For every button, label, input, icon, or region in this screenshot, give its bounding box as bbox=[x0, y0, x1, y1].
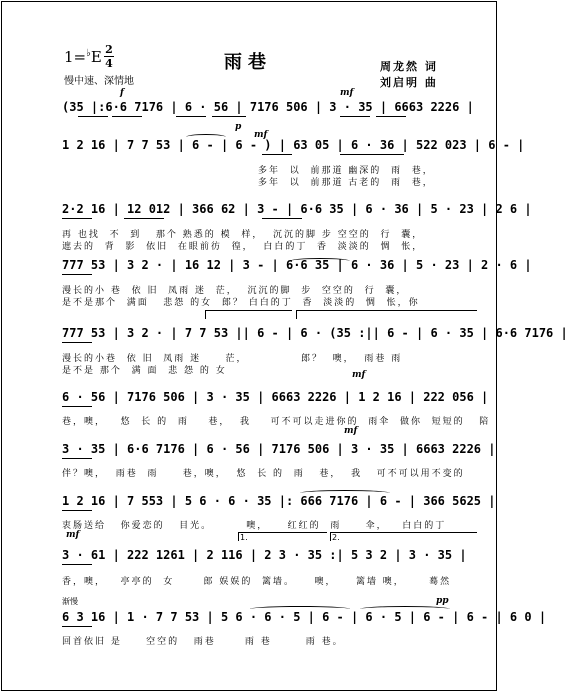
notation-row-8: 1 2 16 | 7 553 | 5 6 · 6 · 35 |: 666 7176 | 6 - | 366 5625 | bbox=[62, 494, 496, 508]
beam-line bbox=[212, 116, 246, 117]
beam-line bbox=[112, 116, 142, 117]
beam-line bbox=[62, 342, 92, 343]
notation-row-9: 3 · 61 | 222 1261 | 2 116 | 2 3 · 35 :| 5 3 2 | 3 · 35 | bbox=[62, 548, 467, 562]
dynamic-mark: mf bbox=[340, 88, 354, 98]
beam-line bbox=[78, 116, 108, 117]
beam-line bbox=[262, 218, 302, 219]
notation-row-4: 777 53 | 3 2 · | 16 12 | 3 - | 6·6 35 | 6 · 36 | 5 · 23 | 2 · 6 | bbox=[62, 258, 532, 272]
beam-line bbox=[340, 116, 370, 117]
dynamic-mark: mf bbox=[66, 530, 80, 540]
volta-bracket bbox=[238, 532, 327, 541]
lyric-line: 衷肠送给 你爱恋的 目光。 噢， 红红的 雨 伞， 白白的丁 bbox=[62, 521, 447, 531]
lyric-line: 多年 以 前那道 古老的 雨 巷， bbox=[258, 178, 434, 188]
beam-line bbox=[376, 116, 406, 117]
volta-bracket bbox=[330, 532, 477, 541]
lyricist-credit: 周龙然 词 bbox=[380, 60, 438, 73]
beam-line bbox=[62, 274, 92, 275]
lyric-line: 遮去的 背 影 依旧 在眼前彷 徨， 白白的丁 香 淡淡的 惆 怅， bbox=[62, 242, 424, 252]
beam-line bbox=[124, 218, 164, 219]
key-signature: 1=♭E bbox=[64, 48, 102, 66]
notation-row-2: 1 2 16 | 7 7 53 | 6 - | 6 - ) | 63 05 | 6 · 36 | 522 023 | 6 - | bbox=[62, 138, 525, 152]
ritardando-label: 渐慢 bbox=[62, 597, 78, 606]
beam-line bbox=[62, 510, 92, 511]
lyric-line: 巷，噢， 悠 长 的 雨 巷， 我 可不可以走进你的 雨伞 做你 短短的 陪 bbox=[62, 417, 491, 427]
lyric-line: 是不是 那个 满 面 悲 怨 的 女 bbox=[62, 366, 227, 376]
dynamic-mark: p bbox=[235, 122, 242, 132]
notation-row-7: 3 · 35 | 6·6 7176 | 6 · 56 | 7176 506 | 3 · 35 | 6663 2226 | bbox=[62, 442, 496, 456]
beam-line bbox=[62, 458, 92, 459]
lyric-line: 多年 以 前那道 幽深的 雨 巷， bbox=[258, 166, 434, 176]
dynamic-mark: f bbox=[120, 88, 124, 98]
dynamic-mark: mf bbox=[344, 426, 358, 436]
slur-mark bbox=[290, 258, 350, 264]
beam-line bbox=[62, 406, 92, 407]
lyric-line: 漫长的小 巷 依 旧 凤雨 迷 茫， 沉沉的脚 步 空空的 行 囊， bbox=[62, 286, 408, 296]
volta-bracket bbox=[205, 310, 292, 319]
notation-row-3: 2·2 16 | 12 012 | 366 62 | 3 - | 6·6 35 | 6 · 36 | 5 · 23 | 2 6 | bbox=[62, 202, 532, 216]
slur-mark bbox=[250, 606, 350, 612]
lyric-line: 回首依旧 是 空空的 雨巷 雨 巷 雨 巷。 bbox=[62, 637, 344, 647]
slur-mark bbox=[360, 606, 450, 612]
lyric-line: 是不是那个 满面 悲怨 的女 郎？ 白白的丁 香 淡淡的 惆 怅，你 bbox=[62, 298, 420, 308]
notation-row-1: (35 |:6·6 7176 | 6 · 56 | 7176 506 | 3 · 35 | 6663 2226 | bbox=[62, 100, 474, 114]
beam-line bbox=[176, 116, 206, 117]
beam-line bbox=[340, 154, 404, 155]
beam-line bbox=[62, 564, 92, 565]
notation-row-10: 6 3 16 | 1 · 7 7 53 | 5 6 · 6 · 5 | 6 - | 6 · 5 | 6 - | 6 - | 6 0 | bbox=[62, 610, 547, 624]
lyric-line: 伴？噢， 雨巷 雨 巷，噢， 悠 长 的 雨 巷， 我 可不可以用不变的 bbox=[62, 469, 465, 479]
song-title: 雨巷 bbox=[224, 52, 272, 73]
volta-label: 2. bbox=[332, 533, 340, 542]
dynamic-mark: mf bbox=[352, 370, 366, 380]
lyric-line: 香，噢， 亭亭的 女 郎 娱娱的 篱墙。 噢， 篱墙 噢， 蓦然 bbox=[62, 577, 452, 587]
composer-credit: 刘启明 曲 bbox=[380, 76, 438, 89]
notation-row-5: 777 53 | 3 2 · | 7 7 53 || 6 - | 6 · (35 :|| 6 - | 6 · 35 | 6·6 7176 | bbox=[62, 326, 568, 340]
slur-mark bbox=[300, 490, 390, 496]
dynamic-mark: mf bbox=[254, 130, 268, 140]
volta-label: 1. bbox=[240, 533, 248, 542]
beam-line bbox=[262, 154, 292, 155]
tempo-marking: 慢中速、深情地 bbox=[64, 76, 134, 87]
beam-line bbox=[62, 626, 92, 627]
volta-bracket bbox=[296, 310, 477, 319]
slur-mark bbox=[186, 134, 226, 140]
time-signature: 2 4 bbox=[105, 43, 113, 70]
beam-line bbox=[62, 218, 92, 219]
notation-row-6: 6 · 56 | 7176 506 | 3 · 35 | 6663 2226 | 1 2 16 | 222 056 | bbox=[62, 390, 489, 404]
lyric-line: 再 也找 不 到 那个 熟悉的 模 样， 沉沉的脚 步 空空的 行 囊， bbox=[62, 230, 424, 240]
dynamic-mark: pp bbox=[436, 596, 449, 606]
lyric-line: 漫长的小巷 依 旧 凤雨 迷 茫， 郎？ 噢， 雨巷 雨 bbox=[62, 354, 403, 364]
